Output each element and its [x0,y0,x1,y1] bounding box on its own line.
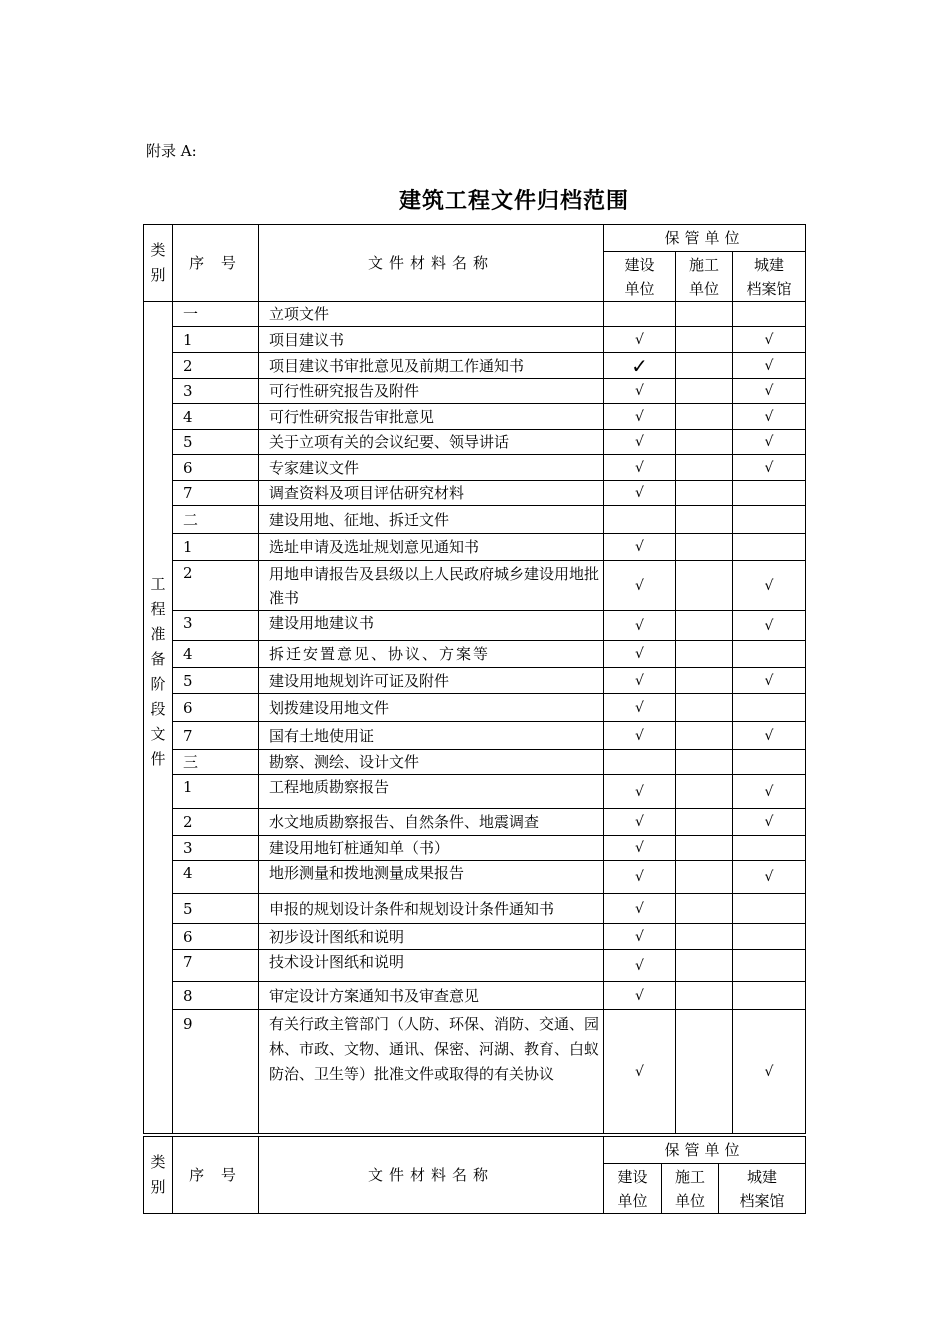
row-construct [676,924,733,950]
row-seq: 3 [173,836,259,861]
row-name: 水文地质勘察报告、自然条件、地震调查 [259,809,604,836]
row-build [604,302,676,327]
row-archive: √ [733,1010,806,1134]
row-archive [733,641,806,668]
table-row [144,861,806,894]
header-build-unit: 建设 单位 [604,252,676,302]
row-seq: 4 [173,404,259,430]
row-construct [676,694,733,722]
row-seq: 7 [173,481,259,506]
row-construct [676,668,733,694]
row-archive [733,481,806,506]
row-archive [733,750,806,775]
row-build: √ [604,809,676,836]
page-title: 建筑工程文件归档范围 [398,189,629,214]
table-row [144,894,806,924]
row-build: √ [604,430,676,455]
table-row [144,809,806,836]
table-row [144,775,806,809]
table-row [144,430,806,455]
row-build: ✓ [604,353,676,379]
header-seq: 序 号 [173,225,259,302]
table-row [144,561,806,611]
row-name: 项目建议书审批意见及前期工作通知书 [259,353,604,379]
row-seq: 7 [173,722,259,750]
row-archive: √ [733,379,806,404]
row-archive [733,302,806,327]
row-name: 审定设计方案通知书及审查意见 [259,982,604,1010]
row-build: √ [604,861,676,894]
row-build: √ [604,379,676,404]
row-construct [676,861,733,894]
row-build: √ [604,694,676,722]
table-row [144,924,806,950]
row-build: √ [604,611,676,641]
row-build: √ [604,481,676,506]
table-row [144,641,806,668]
table-row [144,722,806,750]
row-build: √ [604,534,676,561]
row-build: √ [604,894,676,924]
row-build: √ [604,775,676,809]
row-name: 建设用地、征地、拆迁文件 [259,506,604,534]
row-name: 建设用地钉桩通知单（书） [259,836,604,861]
category-cell: 工程准备阶段文件 [144,302,173,1134]
row-build: √ [604,668,676,694]
row-name: 工程地质勘察报告 [259,775,604,809]
table-row [144,982,806,1010]
row-construct [676,404,733,430]
row-construct [676,611,733,641]
table-row [144,302,806,327]
row-archive: √ [733,861,806,894]
row-name: 项目建议书 [259,327,604,353]
row-build: √ [604,641,676,668]
row-name: 可行性研究报告审批意见 [259,404,604,430]
row-construct [676,327,733,353]
row-seq: 3 [173,611,259,641]
row-build: √ [604,327,676,353]
row-name: 申报的规划设计条件和规划设计条件通知书 [259,894,604,924]
header-archive-unit: 城建 档案馆 [733,252,806,302]
row-seq: 2 [173,353,259,379]
row-archive [733,894,806,924]
row-seq: 1 [173,327,259,353]
row-archive: √ [733,327,806,353]
row-seq: 1 [173,534,259,561]
table-row [144,611,806,641]
row-archive: √ [733,775,806,809]
table-row [144,750,806,775]
table-row [144,327,806,353]
row-name: 初步设计图纸和说明 [259,924,604,950]
row-archive: √ [733,430,806,455]
header-name: 文件材料名称 [259,1137,604,1214]
row-construct [676,1010,733,1134]
row-construct [676,750,733,775]
row-build [604,750,676,775]
row-name: 勘察、测绘、设计文件 [259,750,604,775]
table-row [144,950,806,982]
row-construct [676,302,733,327]
table-row [144,404,806,430]
row-seq: 3 [173,379,259,404]
table-row [144,379,806,404]
row-seq: 4 [173,861,259,894]
row-name: 用地申请报告及县级以上人民政府城乡建设用地批准书 [259,561,604,611]
row-seq: 6 [173,924,259,950]
row-construct [676,481,733,506]
row-build: √ [604,455,676,481]
row-seq: 9 [173,1010,259,1134]
header-construct-unit: 施工 单位 [676,252,733,302]
row-archive: √ [733,668,806,694]
row-seq: 7 [173,950,259,982]
row-seq: 一 [173,302,259,327]
row-archive: √ [733,404,806,430]
header-archive-unit: 城建 档案馆 [719,1164,806,1214]
row-archive: √ [733,561,806,611]
row-name: 技术设计图纸和说明 [259,950,604,982]
row-archive [733,950,806,982]
row-build: √ [604,950,676,982]
header-name: 文件材料名称 [259,225,604,302]
row-name: 拆迁安置意见、协议、方案等 [259,641,604,668]
table-row [144,455,806,481]
row-construct [676,430,733,455]
row-name: 划拨建设用地文件 [259,694,604,722]
row-archive: √ [733,611,806,641]
row-name: 国有土地使用证 [259,722,604,750]
table-row [144,694,806,722]
row-build: √ [604,722,676,750]
row-name: 建设用地建议书 [259,611,604,641]
header-build-unit: 建设 单位 [604,1164,662,1214]
row-construct [676,506,733,534]
row-construct [676,894,733,924]
archive-table [143,224,806,1134]
row-seq: 4 [173,641,259,668]
header-construct-unit: 施工 单位 [662,1164,719,1214]
row-build: √ [604,404,676,430]
row-archive: √ [733,809,806,836]
row-archive: √ [733,455,806,481]
row-seq: 5 [173,668,259,694]
row-name: 选址申请及选址规划意见通知书 [259,534,604,561]
row-seq: 三 [173,750,259,775]
row-construct [676,836,733,861]
row-seq: 二 [173,506,259,534]
row-archive: √ [733,722,806,750]
row-archive [733,506,806,534]
row-name: 建设用地规划许可证及附件 [259,668,604,694]
row-name: 立项文件 [259,302,604,327]
row-build [604,506,676,534]
row-build: √ [604,924,676,950]
repeat-header-table [143,1136,806,1214]
row-seq: 2 [173,561,259,611]
row-construct [676,775,733,809]
row-seq: 1 [173,775,259,809]
row-archive [733,534,806,561]
table-row [144,534,806,561]
row-name: 地形测量和拨地测量成果报告 [259,861,604,894]
table-row [144,836,806,861]
header-custody: 保管单位 [604,1137,806,1164]
row-construct [676,641,733,668]
row-build: √ [604,561,676,611]
header-category: 类别 [144,225,173,302]
table-row [144,1010,806,1134]
row-seq: 2 [173,809,259,836]
row-archive [733,694,806,722]
row-build: √ [604,1010,676,1134]
header-category: 类别 [144,1137,173,1214]
row-name: 可行性研究报告及附件 [259,379,604,404]
row-archive [733,924,806,950]
row-build: √ [604,982,676,1010]
header-seq: 序 号 [173,1137,259,1214]
row-name: 专家建议文件 [259,455,604,481]
row-name: 关于立项有关的会议纪要、领导讲话 [259,430,604,455]
row-construct [676,455,733,481]
row-build: √ [604,836,676,861]
row-construct [676,982,733,1010]
row-seq: 5 [173,430,259,455]
row-seq: 5 [173,894,259,924]
row-construct [676,379,733,404]
appendix-label: 附录 A: [146,142,197,160]
row-name: 有关行政主管部门（人防、环保、消防、交通、园林、市政、文物、通讯、保密、河湖、教育、白蚁防治、卫生等）批准文件或取得的有关协议 [259,1010,604,1134]
row-seq: 6 [173,694,259,722]
row-construct [676,534,733,561]
row-construct [676,809,733,836]
row-name: 调查资料及项目评估研究材料 [259,481,604,506]
row-seq: 6 [173,455,259,481]
row-archive: √ [733,353,806,379]
row-archive [733,982,806,1010]
table-row [144,353,806,379]
table-row [144,506,806,534]
row-construct [676,950,733,982]
row-archive [733,836,806,861]
table-row [144,668,806,694]
header-custody: 保管单位 [604,225,806,252]
row-seq: 8 [173,982,259,1010]
row-construct [676,722,733,750]
row-construct [676,561,733,611]
row-construct [676,353,733,379]
table-row [144,481,806,506]
